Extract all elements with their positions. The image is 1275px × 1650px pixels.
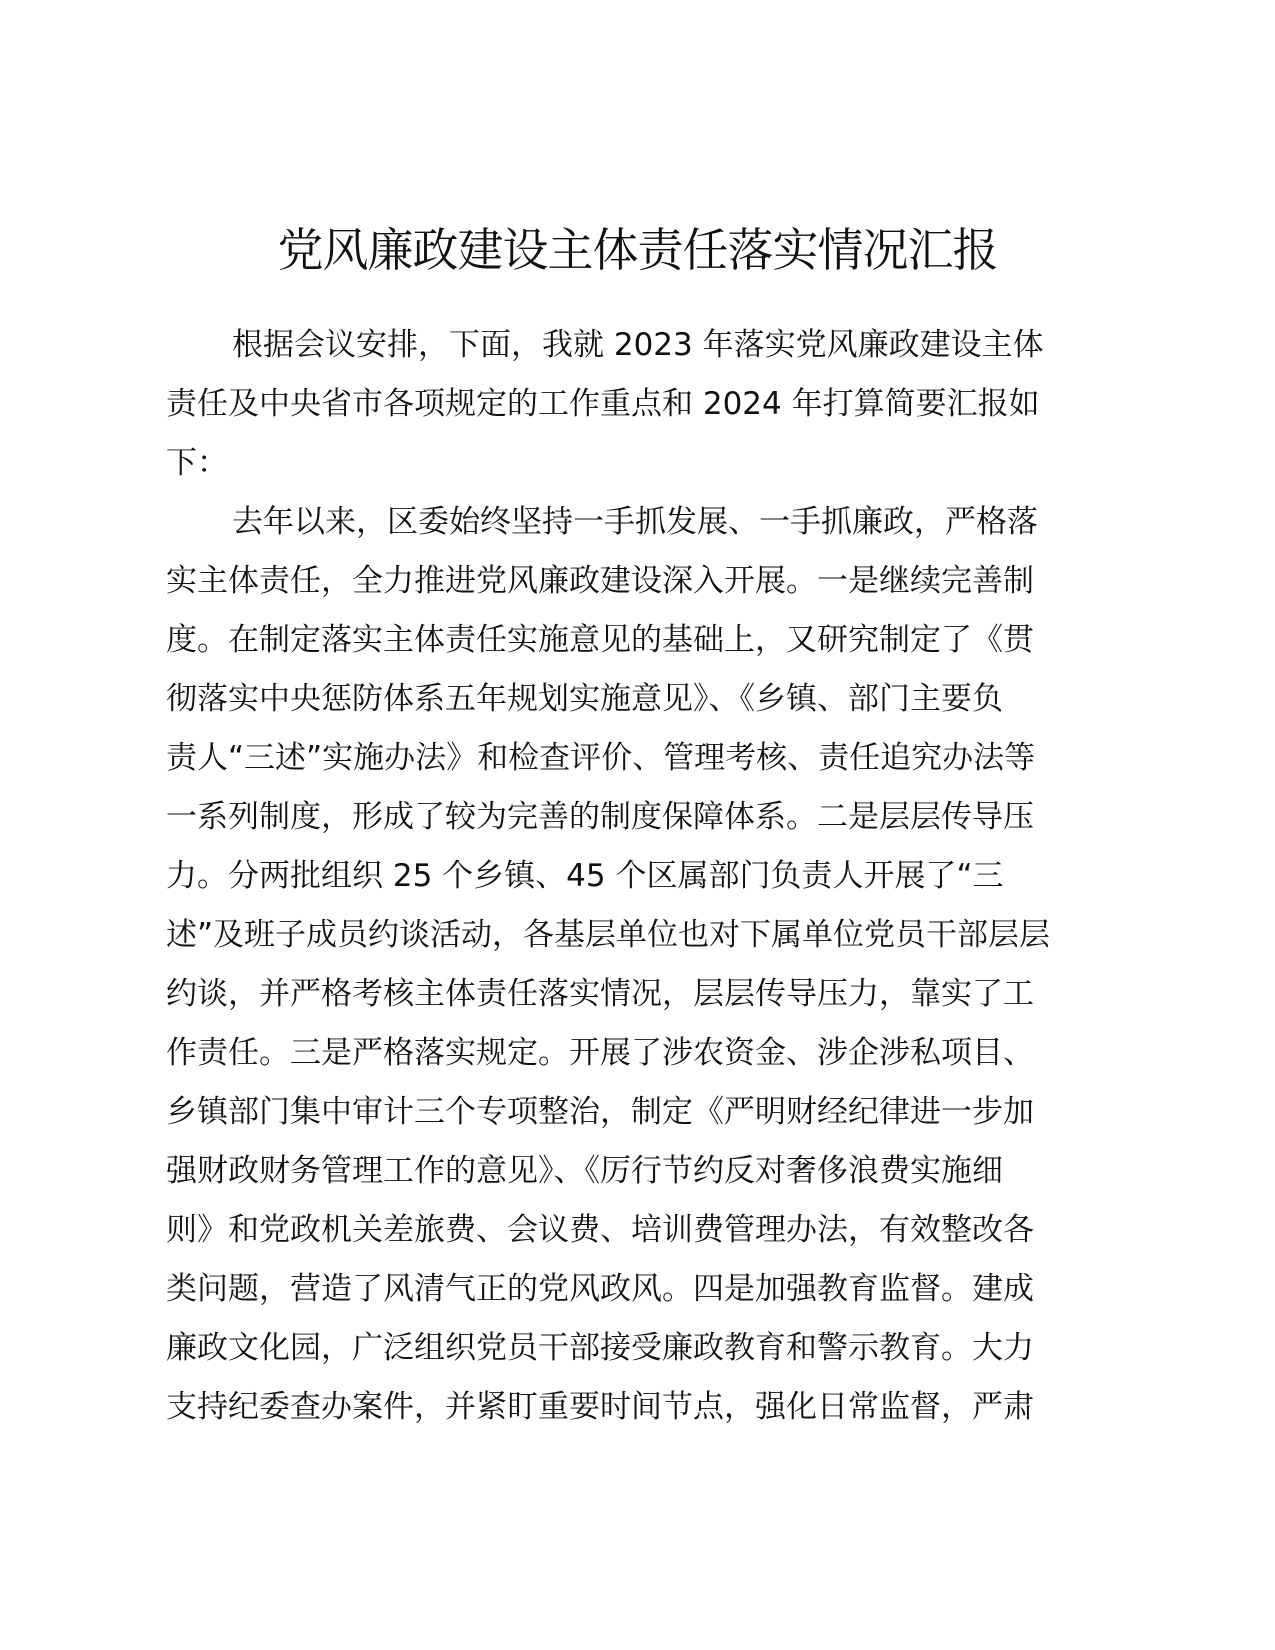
paragraph-line: 述”及班子成员约谈活动，各基层单位也对下属单位党员干部层层 — [166, 917, 1051, 953]
paragraph-line: 支持纪委查办案件，并紧盯重要时间节点，强化日常监督，严肃 — [166, 1389, 1034, 1425]
paragraph-line: 责任及中央省市各项规定的工作重点和 2024 年打算简要汇报如 — [166, 386, 1040, 422]
paragraph-line: 去年以来，区委始终坚持一手抓发展、一手抓廉政，严格落 — [232, 504, 1038, 540]
document-body — [166, 316, 1126, 1437]
document-title: 党风廉政建设主体责任落实情况汇报 — [277, 223, 998, 277]
paragraph-line: 约谈，并严格考核主体责任落实情况，层层传导压力，靠实了工 — [166, 976, 1034, 1012]
paragraph-line: 则》和党政机关差旅费、会议费、培训费管理办法，有效整改各 — [166, 1212, 1034, 1248]
paragraph-line: 一系列制度，形成了较为完善的制度保障体系。二是层层传导压 — [166, 799, 1034, 835]
paragraph-line: 作责任。三是严格落实规定。开展了涉农资金、涉企涉私项目、 — [166, 1035, 1034, 1071]
paragraph-line: 彻落实中央惩防体系五年规划实施意见》、《乡镇、部门主要负 — [166, 681, 1003, 717]
paragraph-line: 乡镇部门集中审计三个专项整治，制定《严明财经纪律进一步加 — [166, 1094, 1034, 1130]
paragraph-line: 强财政财务管理工作的意见》、《厉行节约反对奢侈浪费实施细 — [166, 1153, 1003, 1189]
paragraph-line: 责人“三述”实施办法》和检查评价、管理考核、责任追究办法等 — [166, 740, 1036, 776]
paragraph-line: 类问题，营造了风清气正的党风政风。四是加强教育监督。建成 — [166, 1271, 1034, 1307]
paragraph-line: 力。分两批组织 25 个乡镇、45 个区属部门负责人开展了“三 — [166, 858, 1004, 894]
paragraph-line: 度。在制定落实主体责任实施意见的基础上，又研究制定了《贯 — [166, 622, 1034, 658]
paragraph-line: 实主体责任，全力推进党风廉政建设深入开展。一是继续完善制 — [166, 563, 1034, 599]
paragraph-line: 根据会议安排，下面，我就 2023 年落实党风廉政建设主体 — [232, 327, 1044, 363]
paragraph-line: 廉政文化园，广泛组织党员干部接受廉政教育和警示教育。大力 — [166, 1330, 1034, 1366]
paragraph-line: 下： — [166, 445, 228, 481]
